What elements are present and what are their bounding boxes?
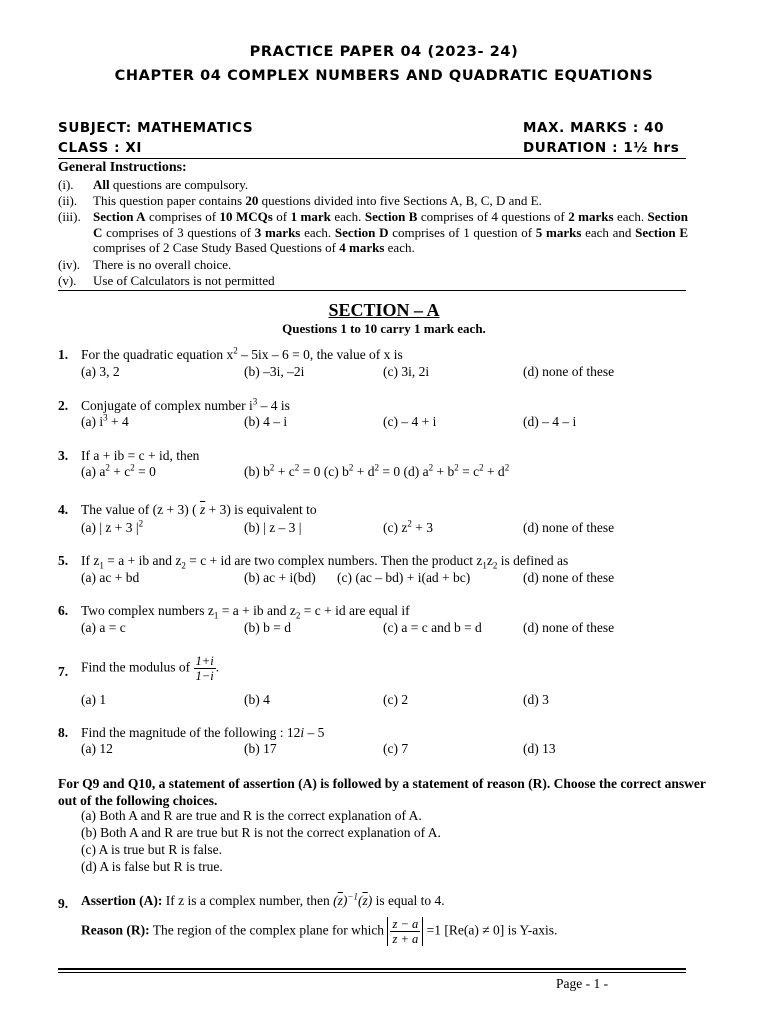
- option-c: (c) $z^2 + 3$: [383, 518, 433, 535]
- option-d: (d) 3: [523, 692, 549, 707]
- page-number: Page - 1 -: [556, 976, 609, 991]
- class-label: CLASS : XI: [58, 140, 143, 156]
- option-b: (b) 4 – i: [244, 414, 288, 429]
- max-marks-label: MAX. MARKS : 40: [523, 120, 665, 136]
- instructions-divider: [58, 290, 686, 291]
- instruction-text: There is no overall choice.: [93, 257, 232, 272]
- option-b: (b) 17: [244, 741, 277, 756]
- option-d: (d) – 4 – i: [523, 414, 577, 429]
- instruction-number: (ii).: [58, 193, 78, 208]
- question-text: The value of (z + 3) ( $\overline{z} + 3$) is equivalent to: [81, 502, 317, 517]
- assertion-text: [81, 893, 445, 909]
- option-c: (c) – 4 + i: [383, 414, 437, 429]
- question-number: 1.: [58, 347, 69, 362]
- option-c: (c) 2: [383, 692, 409, 707]
- assertion-reason-intro: For Q9 and Q10, a statement of assertion (A) is followed by a statement of reason (R). Choose the correct answer out of the following choices.: [58, 776, 706, 808]
- option-a: (a) | z + 3 $|^2$: [81, 518, 144, 535]
- chapter-title: CHAPTER 04 COMPLEX NUMBERS AND QUADRATIC EQUATIONS: [114, 68, 654, 84]
- option-a: (a) 3, 2: [81, 364, 120, 379]
- option-a: (a) ac + bd: [81, 570, 140, 585]
- option-b: (b) 4: [244, 692, 270, 707]
- option-c: (c) (ac – bd) + i(ad + bc): [337, 570, 471, 585]
- instruction-text: Section A comprises of 10 MCQs of 1 mark each. Section B comprises of 4 questions of 2 marks each. Section C comprises of 3 questions of 3 marks each. Section D comprises of 1 question of 5 marks each and Section E comprises of 2 Case Study Based Questions of 4 marks each.: [93, 209, 688, 255]
- option-b: (b) b = d: [244, 620, 291, 635]
- question-text: Two complex numbers $z_1 = a$ + ib and $z_2 = c$ + id are equal if: [81, 603, 410, 621]
- reason-body: The region of the complex plane for which: [152, 922, 385, 938]
- question-number: 7.: [58, 664, 69, 679]
- question-number: 9.: [58, 896, 69, 911]
- question-text: Conjugate of complex number $i^3 - 4$ is: [81, 396, 290, 413]
- instruction-item: [58, 209, 688, 257]
- instruction-number: (iii).: [58, 209, 81, 224]
- instruction-item: [58, 273, 688, 289]
- instruction-number: (i).: [58, 177, 74, 192]
- question-text: If $z_1 = a$ + ib and $z_2 = c$ + id are two complex numbers. Then the product $z_1z_2$ is defined as: [81, 553, 569, 571]
- assertion-body-end: is equal to 4.: [375, 893, 445, 908]
- instruction-number: (v).: [58, 273, 77, 288]
- assertion-body: If z is a complex number, then: [165, 893, 330, 908]
- ar-choice: (a) Both A and R are true and R is the correct explanation of A.: [81, 808, 422, 823]
- instruction-item: [58, 177, 688, 193]
- question-text-part: Find the modulus of: [81, 659, 191, 675]
- ar-choice: (d) A is false but R is true.: [81, 859, 223, 874]
- instruction-text: Use of Calculators is not permitted: [93, 273, 275, 288]
- option-a: (a) 1: [81, 692, 107, 707]
- option-d: (d) none of these: [523, 570, 615, 585]
- option-a: (a) $a^2 + c^2 = 0$: [81, 462, 156, 479]
- option-a: (a) 12: [81, 741, 113, 756]
- question-text: Find the magnitude of the following : 12i – 5: [81, 725, 325, 740]
- footer-rule: [58, 972, 686, 973]
- question-text: If a + ib = c + id, then: [81, 448, 200, 463]
- math-expression: $(\overline{z})^{-1}(\overline{z})$: [333, 891, 373, 908]
- ar-choice: (c) A is true but R is false.: [81, 842, 222, 857]
- question-number: 8.: [58, 725, 69, 740]
- ar-choice: (b) Both A and R are true but R is not the correct explanation of A.: [81, 825, 441, 840]
- instructions-title: General Instructions:: [58, 160, 187, 175]
- option-b-c-d: (b) $b^2 + c^2 = 0$ (c) $b^2 + d^2 = 0$ (d) $a^2 + b^2 = c^2 + d^2$: [244, 462, 510, 479]
- reason-label: Reason (R):: [81, 922, 150, 938]
- instruction-item: [58, 193, 688, 209]
- subject-label: SUBJECT: MATHEMATICS: [58, 120, 254, 136]
- abs-fraction: $\frac{z - a}{z + a}$: [387, 917, 423, 946]
- question-text: For the quadratic equation $x^2 - 5ix - 6 = 0$, the value of x is: [81, 345, 403, 362]
- footer-rule: [58, 968, 686, 970]
- assertion-label: Assertion (A):: [81, 893, 163, 908]
- instruction-text: This question paper contains 20 questions divided into five Sections A, B, C, D and E.: [93, 193, 542, 208]
- option-c: (c) 7: [383, 741, 409, 756]
- option-a: (a) $i^3 + 4$: [81, 412, 129, 429]
- reason-body-end: =1 [Re(a) ≠ 0] is Y-axis.: [426, 922, 558, 938]
- reason-text: [81, 917, 557, 946]
- question-number: 6.: [58, 603, 69, 618]
- question-text-part: + 3) is equivalent to: [208, 502, 317, 517]
- section-title: SECTION – A: [328, 300, 440, 320]
- section-subtitle: Questions 1 to 10 carry 1 mark each.: [282, 321, 486, 336]
- question-text: Find the modulus of $\frac{1+i}{1-i}$ .: [81, 654, 220, 683]
- question-number: 3.: [58, 448, 69, 463]
- option-b: (b) ac + i(bd): [244, 570, 316, 585]
- question-number: 5.: [58, 553, 69, 568]
- header-divider: [58, 158, 686, 159]
- duration-label: DURATION : 1½ hrs: [523, 140, 680, 156]
- option-d: (d) none of these: [523, 620, 615, 635]
- option-d: (d) none of these: [523, 520, 615, 535]
- question-number: 2.: [58, 398, 69, 413]
- option-a: (a) a = c: [81, 620, 126, 635]
- option-c: (c) 3i, 2i: [383, 364, 430, 379]
- paper-title: PRACTICE PAPER 04 (2023- 24): [249, 44, 519, 60]
- question-number: 4.: [58, 502, 69, 517]
- instruction-item: [58, 257, 688, 273]
- fraction: $\frac{1+i}{1-i}$: [195, 654, 214, 683]
- option-c: (c) a = c and b = d: [383, 620, 482, 635]
- option-b: (b) –3i, –2i: [244, 364, 305, 379]
- instruction-number: (iv).: [58, 257, 81, 272]
- option-b: (b) | z – 3 |: [244, 520, 302, 535]
- option-d: (d) 13: [523, 741, 556, 756]
- option-d: (d) none of these: [523, 364, 615, 379]
- instruction-text: All questions are compulsory.: [93, 177, 249, 192]
- question-text-part: The value of (z + 3) (: [81, 502, 197, 517]
